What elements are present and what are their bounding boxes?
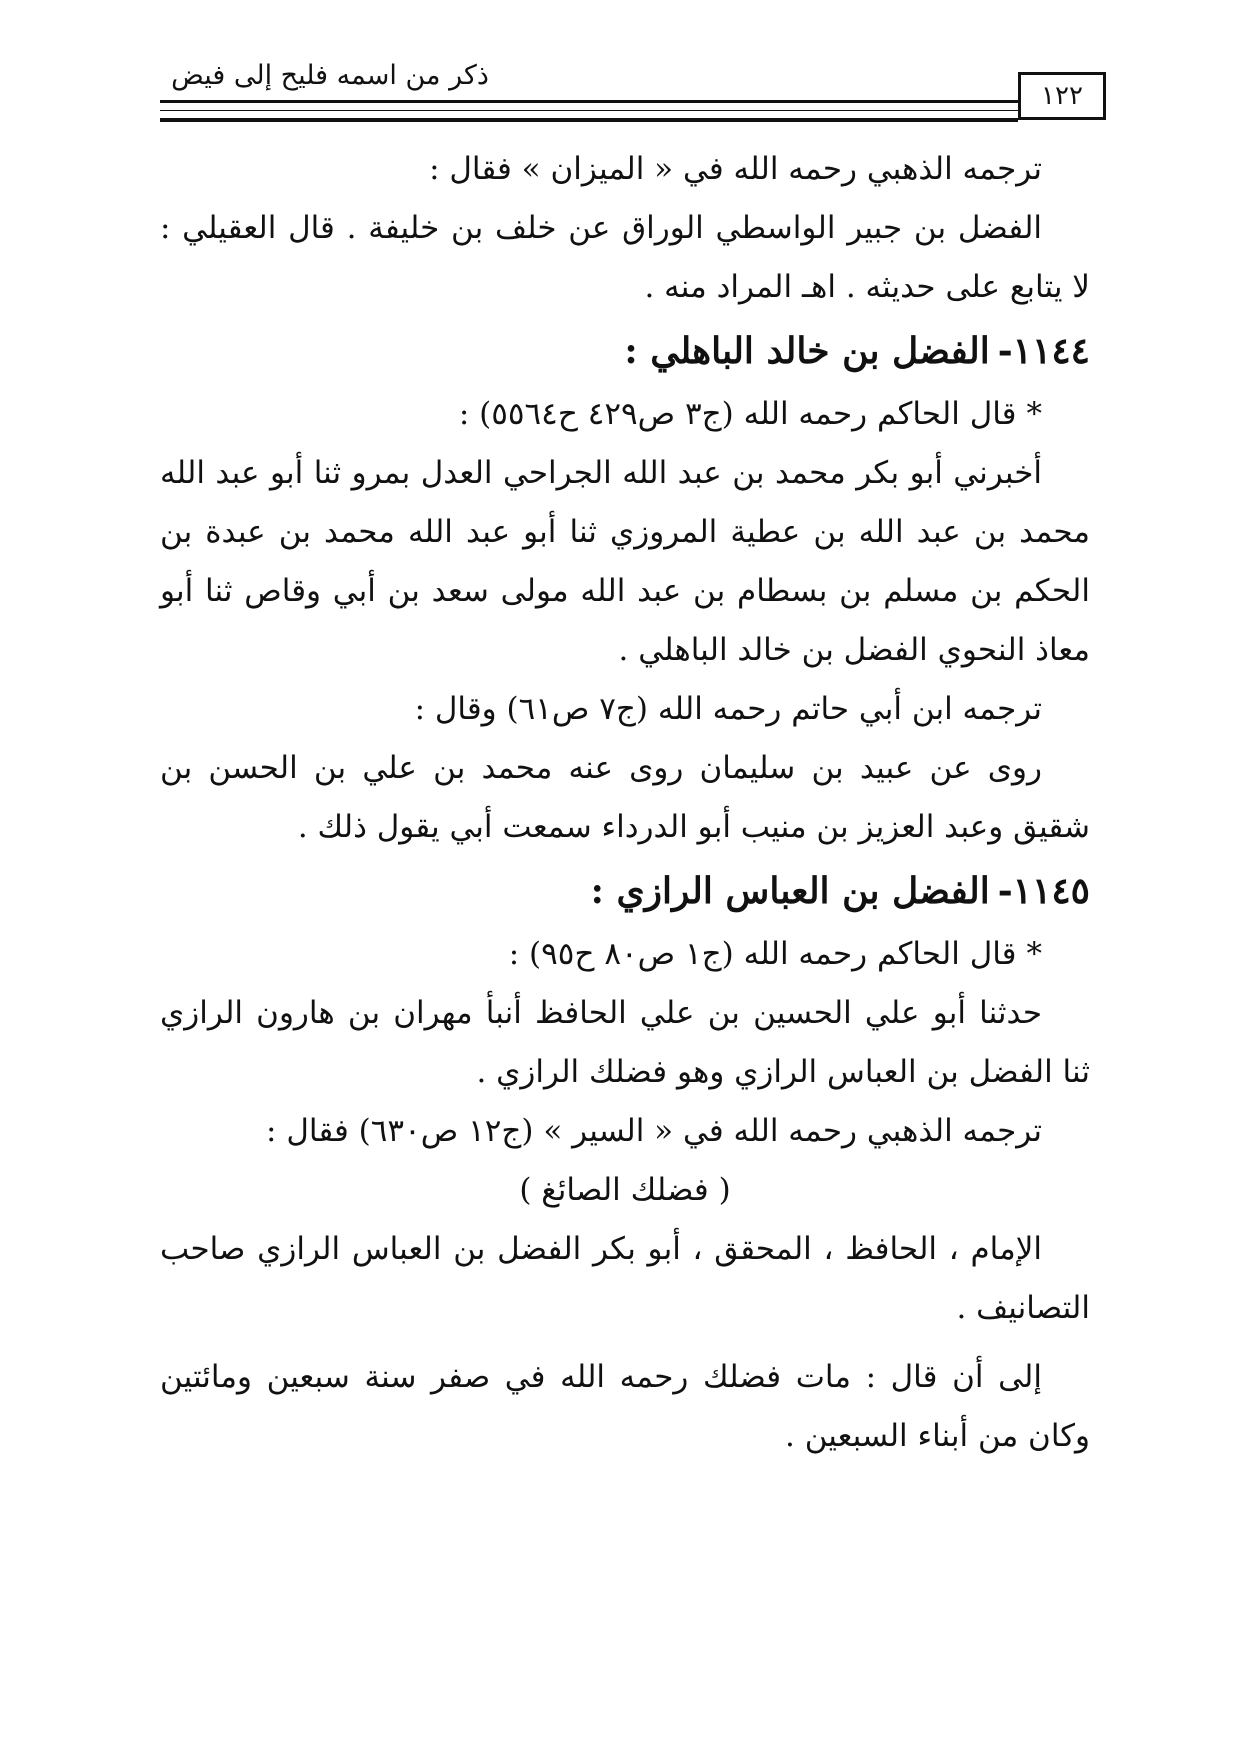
paragraph-imam-description: الإمام ، الحافظ ، المحقق ، أبو بكر الفضل بن العباس الرازي صاحب التصانيف .	[160, 1231, 1090, 1326]
page-number: ١٢٢	[1018, 72, 1106, 120]
entry-title: الفضل بن العباس الرازي :	[590, 870, 990, 912]
entry-number: ١١٤٥-	[997, 870, 1090, 912]
header-rule-middle	[160, 110, 1018, 111]
header-rule-top	[160, 100, 1018, 103]
entry-heading-1145	[160, 857, 1090, 925]
running-title: ذكر من اسمه فليح إلى فيض	[171, 60, 489, 91]
entry-heading-1144	[160, 317, 1090, 385]
subtitle-fadlak-al-saigh: ( فضلك الصائغ )	[519, 1172, 731, 1208]
citation-text: قال الحاكم رحمه الله (ج٣ ص٤٢٩ ح٥٥٦٤) :	[458, 396, 1017, 432]
paragraph-death-note: إلى أن قال : مات فضلك رحمه الله في صفر سنة سبعين ومائتين وكان من أبناء السبعين .	[160, 1359, 1090, 1454]
asterisk-marker: *	[1026, 396, 1042, 432]
paragraph-hakim-citation-2	[160, 925, 1090, 984]
header-rule-bottom	[160, 118, 1018, 122]
paragraph-ibn-abi-hatim-text: روى عن عبيد بن سليمان روى عنه محمد بن علي بن الحسن بن شقيق وعبد العزيز بن منيب أبو الدرداء سمعت أبي يقول ذلك .	[160, 750, 1090, 845]
entry-title: الفضل بن خالد الباهلي :	[624, 330, 990, 372]
paragraph-hakim-isnad-2: حدثنا أبو علي الحسين بن علي الحافظ أنبأ مهران بن هارون الرازي ثنا الفضل بن العباس الرازي وهو فضلك الرازي .	[160, 995, 1090, 1090]
page-body	[160, 140, 1090, 1466]
paragraph-dhahabi-siyar-intro: ترجمه الذهبي رحمه الله في « السير » (ج١٢ ص٦٣٠) فقال :	[266, 1113, 1042, 1149]
paragraph-ibn-abi-hatim-intro: ترجمه ابن أبي حاتم رحمه الله (ج٧ ص٦١) وقال :	[414, 691, 1042, 727]
paragraph-hakim-isnad-1: أخبرني أبو بكر محمد بن عبد الله الجراحي العدل بمرو ثنا أبو عبد الله محمد بن عبد الله بن عطية المروزي ثنا أبو عبد الله محمد بن عبدة بن الحكم بن مسلم بن بسطام بن عبد الله مولى سعد بن أبي وقاص ثنا أبو معاذ النحوي الفضل بن خالد الباهلي .	[160, 455, 1090, 668]
asterisk-marker: *	[1026, 936, 1042, 972]
paragraph-hakim-citation-1	[160, 385, 1090, 444]
paragraph-dhahabi-mizan-intro: ترجمه الذهبي رحمه الله في « الميزان » فقال :	[429, 151, 1042, 187]
entry-number: ١١٤٤-	[997, 330, 1090, 372]
citation-text: قال الحاكم رحمه الله (ج١ ص٨٠ ح٩٥) :	[508, 936, 1017, 972]
paragraph-fadl-ibn-jubayr: الفضل بن جبير الواسطي الوراق عن خلف بن خليفة . قال العقيلي : لا يتابع على حديثه . اهـ المراد منه .	[160, 210, 1090, 305]
